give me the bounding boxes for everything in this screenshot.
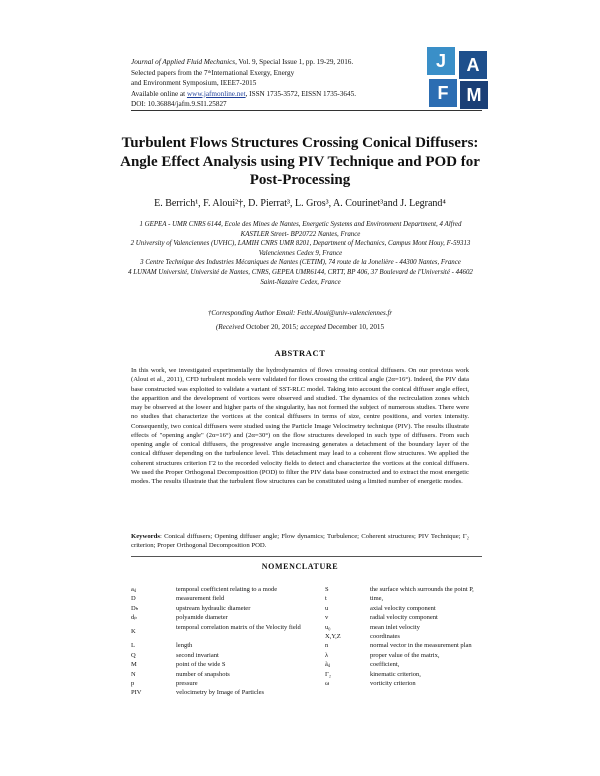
nomenclature-symbol: PIV: [131, 689, 142, 697]
nomenclature-row: [131, 585, 321, 594]
nomenclature-row: [131, 594, 321, 603]
nomenclature-symbol: aᵢⱼ: [131, 586, 137, 593]
nomenclature-symbol: u₀: [325, 623, 331, 631]
keywords: [131, 532, 469, 551]
nomenclature-definition: temporal coefficient relating to a mode: [176, 586, 278, 593]
received-date: October 20, 2015: [244, 323, 297, 331]
nomenclature-symbol: M: [131, 661, 137, 669]
nomenclature-definition: velocimetry by Image of Particles: [176, 689, 265, 697]
journal-header: [131, 57, 421, 110]
nomenclature-row: [325, 613, 490, 622]
nomenclature-row: [325, 641, 490, 650]
nomenclature-row: [325, 632, 490, 641]
nomenclature-definition: mean inlet velocity: [370, 623, 420, 631]
nomenclature-row: [325, 623, 490, 632]
nomenclature-row: [325, 660, 490, 669]
nomenclature-definition: polyamide diameter: [176, 614, 228, 622]
nomenclature-definition: vorticity criterion: [370, 680, 416, 688]
nomenclature-symbol: u: [325, 604, 329, 612]
accepted-date: December 10, 2015: [325, 323, 385, 331]
nomenclature-definition: time,: [370, 595, 384, 603]
nomenclature-definition: length: [176, 642, 193, 650]
nomenclature-definition: number of snapshots: [176, 670, 230, 678]
logo-letter-j: J: [427, 47, 455, 75]
paper-authors: E. Berrich¹, F. Aloui²†, D. Pierrat³, L. Gros³, A. Courinet³and J. Legrand⁴: [154, 198, 446, 209]
nomenclature-definition: upstream hydraulic diameter: [176, 604, 251, 612]
header-divider: [131, 110, 482, 111]
nomenclature-definition: temporal correlation matrix of the Velocity field: [176, 623, 301, 631]
journal-selected-papers: Selected papers from the 7ᵗʰInternational Exergy, Energy: [131, 68, 295, 77]
nomenclature-symbol: v: [325, 614, 329, 622]
nomenclature-symbol: dₚ: [131, 614, 138, 622]
journal-name: Journal of Applied Fluid Mechanics: [131, 58, 236, 66]
affiliation-4: 4 LUNAM Université, Université de Nantes, CNRS, GEPEA UMR6144, CRTT, BP 406, 37 Boulevard de l'Université - 44602 Saint-Nazaire Cedex, France: [128, 268, 473, 286]
nomenclature-row: [131, 604, 321, 613]
nomenclature-divider: [131, 556, 482, 557]
nomenclature-symbol: p: [131, 680, 135, 688]
paper-title: Turbulent Flows Structures Crossing Conical Diffusers: Angle Effect Analysis using PIV Technique and POD for Post-Processing: [120, 135, 480, 188]
nomenclature-definition: kinematic criterion,: [370, 670, 421, 678]
received-label: (Received: [215, 323, 245, 331]
corresponding-author: †Corresponding Author Email: Fethi.Aloui@univ-valenciennes.fr: [207, 309, 393, 317]
nomenclature-definition: second invariant: [176, 651, 219, 659]
journal-symposium: and Environment Symposium, IEEE7-2015: [131, 79, 257, 87]
affiliation-3: 3 Centre Technique des Industries Mécaniques de Nantes (CETIM), 74 route de la Jonelière - 44300 Nantes, France: [140, 259, 461, 267]
nomenclature-symbol: D: [131, 595, 136, 603]
nomenclature-symbol: ãᵢⱼ: [325, 661, 331, 669]
nomenclature-symbol: N: [131, 670, 136, 678]
nomenclature-definition: the surface which surrounds the point P,: [370, 586, 474, 593]
nomenclature-heading: NOMENCLATURE: [261, 562, 339, 571]
nomenclature-left-column: [131, 585, 321, 698]
nomenclature-row: [325, 651, 490, 660]
nomenclature-row: [131, 613, 321, 622]
logo-letter-m: M: [460, 81, 488, 109]
nomenclature-symbol: S: [325, 586, 329, 593]
nomenclature-row: [325, 585, 490, 594]
logo-letter-a: A: [459, 51, 487, 79]
jafm-logo: [427, 47, 489, 109]
nomenclature-symbol: Q: [131, 651, 136, 659]
abstract-text: In this work, we investigated experimentally the hydrodynamics of flows crossing conical diffusers. On our previous work (Aloui et al., 2011), CFD turbulent models were validated for flows crossing the critical angle (2α=16°). Indeed, the PIV data base constructed was exploited to validate a variant of SST-RLC model. Taking into account the conical diffuser angle effect, the apparition and the development of vortices were observed and studied. The dynamics of the recirculation zones which may be observed at the lower and higher parts of the singularity, has not formed the subject of numerous studies. There were no studies that characterize the vortices at the conical diffusers in terms of size, centre positions, and vortex intensity. Consequently, two conical diffusers were studied using the Particle Image Velocimetry technique (PIV). The results illustrate effects of "opening angle" (2α=16°) and (2α=30°) on the flow structures developed in such type of diffusers. From such opening angle of conical diffusers, the progressive angle increasing generates a detachment of the boundary layer of the conical diffuser depending on the turbulence level. This detachment may lead to a coherent flow structures. We applied the coherent structures criterion Γ2 to the recorded velocity fields to detect and characterize the vortices at the conical diffusers. We used the Proper Orthogonal Decomposition (POD) to filter the PIV data base constructed and to extract the most energetic modes. The results illustrate that the turbulent flow structures can be constituted using a limited number of energetic modes.: [131, 367, 469, 485]
keywords-label: Keywords: [131, 533, 160, 540]
nomenclature-definition: radial velocity component: [370, 614, 438, 622]
nomenclature-row: [325, 604, 490, 613]
received-dates: [110, 323, 490, 331]
nomenclature-definition: coordinates: [370, 633, 400, 641]
nomenclature-symbol: K: [131, 627, 136, 635]
affiliation-2: 2 University of Valenciennes (UVHC), LAMIH CNRS UMR 8201, Department of Mechanics, Campus Mont Houy, F-59313 Valenciennes Cedex 9, France: [130, 240, 471, 257]
nomenclature-definition: normal vector in the measurement plan: [370, 642, 472, 650]
nomenclature-definition: axial velocity component: [370, 604, 436, 612]
nomenclature-symbol: X,Y,Z: [325, 633, 341, 641]
keywords-text: : Conical diffusers; Opening diffuser angle; Flow dynamics; Turbulence; Coherent structures; PIV Technique; Γ₂ criterion; Proper Orthogonal Decomposition POD.: [131, 533, 469, 550]
nomenclature-row: [131, 679, 321, 688]
accepted-label: ; accepted: [296, 323, 326, 331]
logo-letter-f: F: [429, 79, 457, 107]
nomenclature-symbol: λ: [325, 651, 329, 659]
nomenclature-row: [131, 688, 321, 697]
journal-doi: DOI: 10.36884/jafm.9.SI1.25827: [131, 100, 227, 108]
nomenclature-row: [325, 670, 490, 679]
nomenclature-definition: measurement field: [176, 595, 225, 603]
nomenclature-symbol: t: [325, 595, 327, 603]
journal-issn: , ISSN 1735-3572, EISSN 1735-3645.: [245, 89, 356, 98]
nomenclature-definition: coefficient,: [370, 661, 400, 669]
journal-website-link[interactable]: www.jafmonline.net: [186, 89, 246, 98]
nomenclature-row: [131, 651, 321, 660]
nomenclature-symbol: L: [131, 642, 135, 650]
nomenclature-definition: proper value of the matrix,: [370, 651, 440, 659]
nomenclature-definition: pressure: [176, 680, 198, 688]
nomenclature-symbol: Γ₂: [325, 670, 332, 678]
nomenclature-row: [131, 641, 321, 650]
affiliations: [128, 220, 473, 287]
affiliation-1: 1 GEPEA - UMR CNRS 6144, Ecole des Mines de Nantes, Energetic Systems and Environment Department, 4 Alfred KASTLER Street- BP20722 Nantes, France: [139, 221, 462, 238]
nomenclature-symbol: Dₕ: [131, 604, 139, 612]
nomenclature-symbol: n: [325, 642, 329, 650]
nomenclature-row: [325, 679, 490, 688]
nomenclature-row: [131, 660, 321, 669]
nomenclature-right-column: [325, 585, 490, 688]
nomenclature-row: [131, 670, 321, 679]
nomenclature-symbol: ω: [325, 680, 330, 688]
nomenclature-definition: point of the wide S: [176, 661, 226, 669]
nomenclature-row: [131, 623, 321, 642]
nomenclature-row: [325, 594, 490, 603]
journal-available: Available online at: [131, 89, 187, 98]
journal-volume: , Vol. 9, Special Issue 1, pp. 19-29, 2016.: [235, 58, 354, 66]
abstract-heading: ABSTRACT: [274, 348, 326, 358]
